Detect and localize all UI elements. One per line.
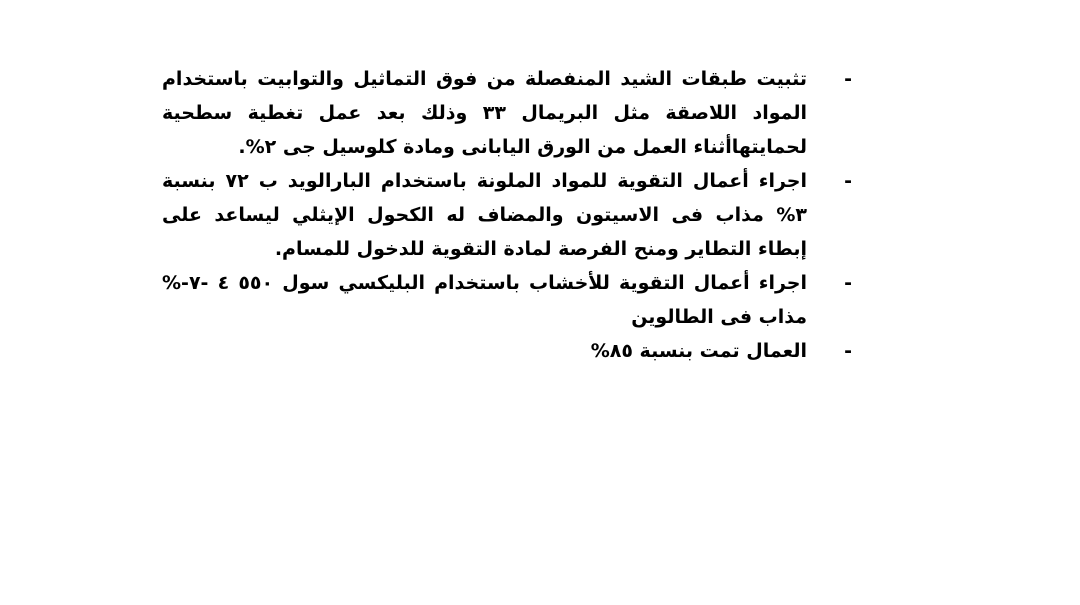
list-item-text: اجراء أعمال التقوية للأخشاب باستخدام البليكسي سول ٥٥٠ ٤ -٧-% مذاب فى الطالوين [162,272,807,328]
list-item-text: تثبيت طبقات الشيد المنفصلة من فوق التماثيل والتوابيت باستخدام المواد اللاصقة مثل البريمال ٣٣ وذلك بعد عمل تغطية سطحية لحمايتهاأثناء العمل من الورق اليابانى ومادة كلوسيل جى ٢%. [162,68,807,158]
bullet-list [162,62,852,368]
list-item-text: العمال تمت بنسبة ٨٥% [590,340,807,362]
list-item [162,62,852,164]
list-item [162,334,852,368]
bullet-marker: - [844,272,852,294]
list-item [162,266,852,334]
bullet-marker: - [844,170,852,192]
list-item [162,164,852,266]
list-item-text: اجراء أعمال التقوية للمواد الملونة باستخدام البارالويد ب ٧٢ بنسبة ٣% مذاب فى الاسيتون والمضاف له الكحول الإيثلي ليساعد على إبطاء التطاير ومنح الفرصة لمادة التقوية للدخول للمسام. [162,170,807,260]
bullet-marker: - [844,340,852,362]
bullet-marker: - [844,68,852,90]
